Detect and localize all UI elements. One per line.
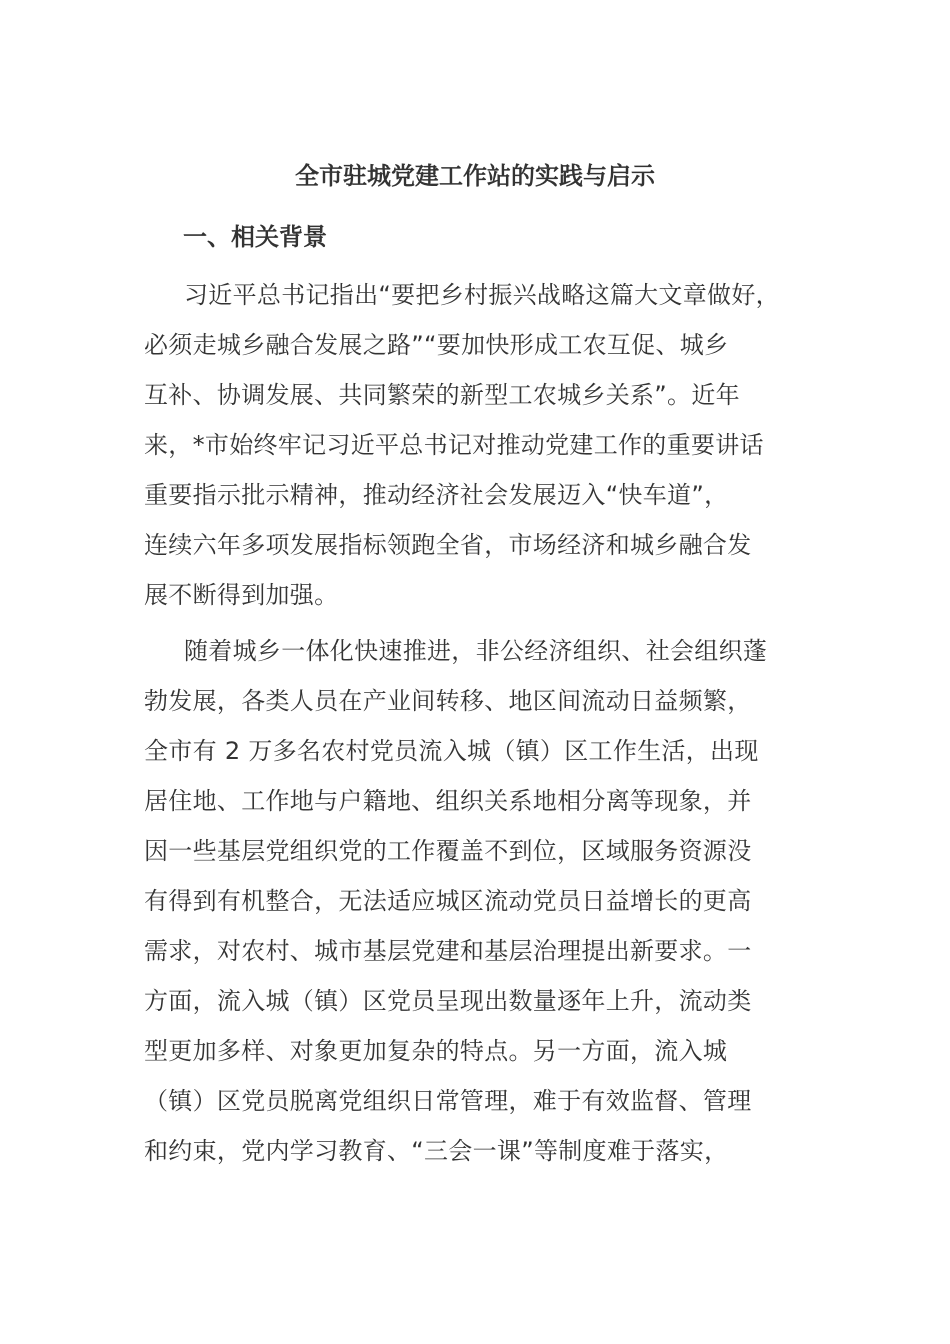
paragraph-line: 和约束，党内学习教育、“三会一课”等制度难于落实， [144, 1137, 729, 1165]
paragraph-line: 需求，对农村、城市基层党建和基层治理提出新要求。一 [144, 937, 752, 965]
paragraph-line: 勃发展，各类人员在产业间转移、地区间流动日益频繁， [144, 687, 752, 715]
paragraph-line: 展不断得到加强。 [144, 581, 339, 609]
paragraph-line: 方面，流入城（镇）区党员呈现出数量逐年上升，流动类 [144, 987, 752, 1015]
paragraph-1 [144, 270, 808, 620]
paragraph-line: 有得到有机整合，无法适应城区流动党员日益增长的更高 [144, 887, 752, 915]
section-heading: 一、相关背景 [183, 223, 327, 251]
paragraph-line: 来，*市始终牢记习近平总书记对推动党建工作的重要讲话 [144, 431, 764, 459]
paragraph-line: 型更加多样、对象更加复杂的特点。另一方面，流入城 [144, 1037, 728, 1065]
paragraph-line: 因一些基层党组织党的工作覆盖不到位，区域服务资源没 [144, 837, 752, 865]
paragraph-line: 必须走城乡融合发展之路”“要加快形成工农互促、城乡 [144, 331, 729, 359]
paragraph-line: 居住地、工作地与户籍地、组织关系地相分离等现象，并 [144, 787, 752, 815]
paragraph-line: 互补、协调发展、共同繁荣的新型工农城乡关系”。近年 [144, 381, 740, 409]
paragraph-line: 连续六年多项发展指标领跑全省，市场经济和城乡融合发 [144, 531, 752, 559]
paragraph-line: 全市有 2 万多名农村党员流入城（镇）区工作生活，出现 [144, 737, 759, 765]
paragraph-line: 重要指示批示精神，推动经济社会发展迈入“快车道”， [144, 481, 729, 509]
paragraph-line: 随着城乡一体化快速推进，非公经济组织、社会组织蓬 [184, 637, 768, 665]
paragraph-line: 习近平总书记指出“要把乡村振兴战略这篇大文章做好， [184, 281, 780, 309]
paragraph-2 [144, 626, 808, 1176]
document-title: 全市驻城党建工作站的实践与启示 [295, 162, 655, 190]
paragraph-line: （镇）区党员脱离党组织日常管理，难于有效监督、管理 [144, 1087, 752, 1115]
